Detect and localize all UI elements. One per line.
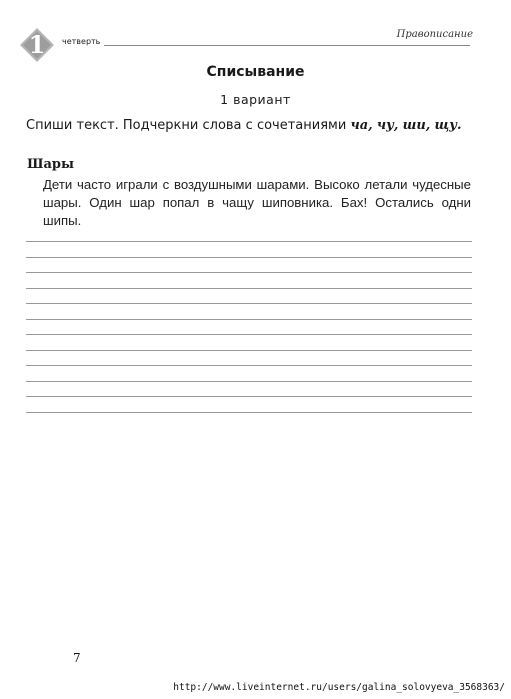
writing-line [26,396,472,397]
syllable-shi: ши, [402,118,431,133]
syllable-cha: ча, [350,118,373,133]
task-text: Спиши текст. Подчеркни слова с сочетаниями [26,118,347,133]
writing-line [26,365,472,366]
writing-line [26,288,472,289]
header-rule [104,45,470,46]
syllable-schu: щу. [434,118,462,133]
exercise-variant: 1 вариант [220,92,291,107]
page-number: 7 [73,651,81,665]
quarter-number: 1 [28,30,46,59]
writing-line [26,350,472,351]
writing-line [26,257,472,258]
writing-line [26,412,472,413]
writing-line [26,303,472,304]
writing-line [26,319,472,320]
writing-line [26,334,472,335]
source-url: http://www.liveinternet.ru/users/galina_solovyeva_3568363/ [173,682,505,693]
writing-line [26,272,472,273]
quarter-label: четверть [62,37,101,46]
syllable-chu: чу, [376,118,399,133]
task-instruction [26,116,472,136]
story-title: Шары [27,157,75,172]
story-text: Дети часто играли с воздушными шарами. Высоко летали чудесные шары. Один шар попал в чащу шиповника. Бах! Остались одни шипы. [43,177,471,228]
section-title: Правописание [396,29,473,40]
exercise-title: Списывание [206,64,305,80]
writing-line [26,241,472,242]
quarter-badge [20,28,54,62]
writing-line [26,381,472,382]
